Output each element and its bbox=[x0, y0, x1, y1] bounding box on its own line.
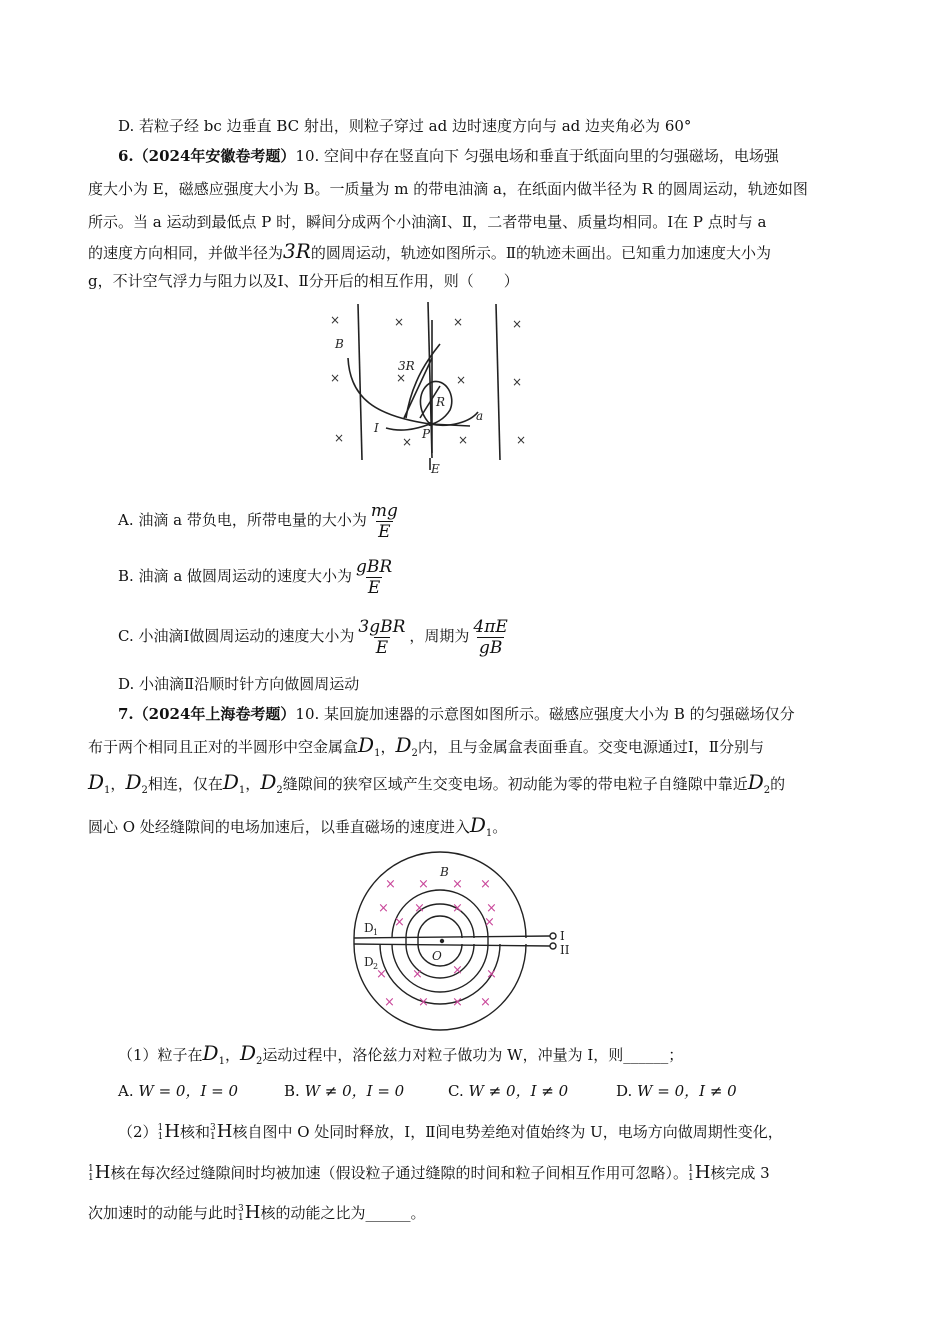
frac-gBR-over-E bbox=[354, 557, 394, 598]
frac-num: 4πE bbox=[473, 616, 508, 637]
q6-text-1: 10. 空间中存在竖直向下 匀强电场和垂直于纸面向里的匀强磁场，电场强 bbox=[295, 147, 779, 165]
q7-part-2-text-d: 核在每次经过缝隙间时均被加速（假设粒子通过缝隙的时间和粒子间相互作用可忽略）。 bbox=[110, 1164, 688, 1182]
svg-text:×: × bbox=[516, 433, 527, 447]
q7-line-1 bbox=[118, 704, 795, 724]
comma: ， bbox=[224, 1046, 240, 1064]
q7-part-2-text-b: 核和 bbox=[179, 1123, 210, 1141]
iso-1-1 bbox=[688, 1165, 694, 1183]
choice-label: B. bbox=[284, 1082, 300, 1100]
q7-part-2-text-f: 次加速时的动能与此时 bbox=[88, 1204, 239, 1222]
sub-1: 1 bbox=[485, 828, 493, 839]
choice-w: W = 0， bbox=[637, 1082, 700, 1100]
q6-option-a-text: A. 油滴 a 带负电，所带电量的大小为 bbox=[118, 511, 367, 529]
fig2-label-O: O bbox=[432, 949, 442, 963]
symbol-H: H bbox=[244, 1202, 261, 1223]
svg-text:×: × bbox=[385, 877, 396, 892]
comma: ， bbox=[245, 775, 261, 793]
svg-text:×: × bbox=[396, 371, 407, 385]
fig2-label-D1: D bbox=[364, 921, 374, 935]
q7-choice-a bbox=[118, 1081, 284, 1101]
choice-w: W ≠ 0， bbox=[304, 1082, 367, 1100]
choice-label: C. bbox=[448, 1082, 464, 1100]
symbol-H: H bbox=[216, 1121, 233, 1142]
mass-number: 3 bbox=[210, 1123, 216, 1133]
cyclotron-figure bbox=[340, 846, 580, 1036]
svg-text:×: × bbox=[452, 901, 463, 916]
frac-num: mg bbox=[370, 500, 398, 521]
svg-text:×: × bbox=[418, 995, 429, 1010]
fig2-sub-2: 2 bbox=[373, 962, 379, 971]
choice-w: W ≠ 0， bbox=[468, 1082, 531, 1100]
iso-1-1 bbox=[88, 1165, 94, 1183]
q7-choice-c bbox=[448, 1081, 616, 1101]
svg-text:×: × bbox=[418, 877, 429, 892]
math-D2: D bbox=[395, 733, 412, 757]
fig2-label-II: II bbox=[560, 943, 570, 957]
q7-source-tag: 7.（2024年上海卷考题） bbox=[118, 705, 296, 723]
choice-i: I ≠ 0 bbox=[530, 1082, 569, 1100]
q7-line-2 bbox=[88, 735, 764, 760]
q6-line-1 bbox=[118, 146, 779, 166]
choice-i: I ≠ 0 bbox=[699, 1082, 737, 1100]
frac-num: 3gBR bbox=[358, 616, 406, 637]
svg-text:×: × bbox=[480, 995, 491, 1010]
mass-number: 1 bbox=[687, 1164, 694, 1174]
atomic-number: 1 bbox=[210, 1132, 216, 1142]
math-D2: D bbox=[260, 770, 277, 794]
svg-text:×: × bbox=[453, 315, 464, 329]
iso-3-1 bbox=[238, 1205, 244, 1223]
svg-text:×: × bbox=[452, 995, 463, 1010]
choice-w: W = 0， bbox=[138, 1082, 201, 1100]
atomic-number: 1 bbox=[687, 1173, 694, 1183]
q7-text-3b: 缝隙间的狭窄区域产生交变电场。初动能为零的带电粒子自缝隙中靠近 bbox=[282, 775, 748, 793]
q6-option-c-text-2: ，周期为 bbox=[409, 627, 470, 645]
svg-text:×: × bbox=[458, 433, 469, 447]
math-D1: D bbox=[88, 770, 105, 794]
fig2-label-I: I bbox=[560, 929, 565, 943]
choice-label: D. bbox=[616, 1082, 633, 1100]
math-D1: D bbox=[469, 813, 486, 837]
atomic-number: 1 bbox=[238, 1213, 244, 1223]
sub-1: 1 bbox=[238, 785, 246, 796]
q7-text-1: 10. 某回旋加速器的示意图如图所示。磁感应强度大小为 B 的匀强磁场仅分 bbox=[295, 705, 795, 723]
sub-1: 1 bbox=[104, 785, 111, 796]
q6-text-4a: 的速度方向相同，并做半径为 bbox=[88, 244, 284, 262]
comma: ， bbox=[380, 738, 396, 756]
svg-text:×: × bbox=[484, 915, 495, 930]
q7-text-2a: 布于两个相同且正对的半圆形中空金属盒 bbox=[88, 738, 359, 756]
atomic-number: 1 bbox=[88, 1173, 94, 1183]
svg-text:×: × bbox=[330, 371, 341, 385]
svg-text:×: × bbox=[486, 901, 497, 916]
q6-option-b-text: B. 油滴 a 做圆周运动的速度大小为 bbox=[118, 567, 353, 585]
mass-number: 1 bbox=[157, 1123, 164, 1133]
sub-2: 2 bbox=[763, 785, 771, 796]
math-D1: D bbox=[202, 1041, 219, 1065]
q6-option-b bbox=[118, 556, 396, 596]
choice-i: I = 0 bbox=[200, 1082, 239, 1100]
iso-3-1 bbox=[210, 1124, 216, 1142]
comma: ， bbox=[110, 775, 126, 793]
math-3R: 3R bbox=[283, 239, 311, 263]
math-D2: D bbox=[747, 770, 764, 794]
sub-1: 1 bbox=[374, 748, 381, 759]
svg-text:×: × bbox=[394, 315, 405, 329]
q7-part-2-line-2 bbox=[88, 1163, 770, 1183]
frac-mg-over-E bbox=[369, 501, 400, 542]
q6-line-5: g，不计空气浮力与阻力以及Ⅰ、Ⅱ分开后的相互作用，则（ ） bbox=[88, 272, 519, 290]
sub-2: 2 bbox=[276, 785, 283, 796]
svg-text:×: × bbox=[412, 967, 423, 982]
fig1-label-B: B bbox=[335, 337, 344, 351]
svg-text:×: × bbox=[512, 317, 523, 331]
math-D1: D bbox=[358, 733, 375, 757]
q7-text-4: 圆心 O 处经缝隙间的电场加速后，以垂直磁场的速度进入 bbox=[88, 818, 470, 836]
q6-text-4b: 的圆周运动，轨迹如图所示。Ⅱ的轨迹未画出。已知重力加速度大小为 bbox=[310, 244, 772, 262]
q6-line-2: 度大小为 E，磁感应强度大小为 B。一质量为 m 的带电油滴 a，在纸面内做半径为 R 的圆周运动，轨迹如图 bbox=[88, 180, 808, 198]
q6-option-d: D. 小油滴Ⅱ沿顺时针方向做圆周运动 bbox=[118, 675, 360, 693]
svg-text:×: × bbox=[384, 995, 395, 1010]
fig1-label-I: I bbox=[374, 421, 379, 435]
atomic-number: 1 bbox=[157, 1132, 164, 1142]
svg-text:×: × bbox=[376, 967, 387, 982]
q7-part-2-text-a: （2） bbox=[118, 1123, 158, 1141]
q7-line-3 bbox=[88, 772, 785, 797]
frac-den: gB bbox=[478, 637, 503, 658]
period: 。 bbox=[492, 818, 508, 836]
svg-text:×: × bbox=[378, 901, 389, 916]
q7-choice-b bbox=[284, 1081, 448, 1101]
frac-4piE-over-gB bbox=[471, 617, 509, 658]
q7-part-2-line-3 bbox=[88, 1203, 425, 1223]
q7-part-2-line-1 bbox=[118, 1122, 783, 1142]
q7-choice-d bbox=[616, 1082, 737, 1100]
q7-part-1 bbox=[118, 1043, 683, 1068]
sub-2: 2 bbox=[256, 1056, 263, 1067]
q5-option-d: D. 若粒子经 bc 边垂直 BC 射出，则粒子穿过 ad 边时速度方向与 ad 边夹角必为 60° bbox=[118, 117, 692, 135]
fig2-sub-1: 1 bbox=[373, 928, 379, 937]
iso-1-1 bbox=[158, 1124, 164, 1142]
sub-2: 2 bbox=[141, 785, 148, 796]
math-D2: D bbox=[125, 770, 142, 794]
svg-text:×: × bbox=[402, 435, 413, 449]
q7-part-2-text-c: 核自图中 O 处同时释放，Ⅰ，Ⅱ间电势差绝对值始终为 U，电场方向做周期性变化， bbox=[232, 1123, 783, 1141]
fig1-label-3R: 3R bbox=[398, 359, 415, 373]
choice-label: A. bbox=[118, 1082, 134, 1100]
symbol-H: H bbox=[94, 1162, 111, 1183]
symbol-H: H bbox=[694, 1162, 711, 1183]
sub-2: 2 bbox=[411, 748, 418, 759]
q7-part-1-text-b: 运动过程中，洛伦兹力对粒子做功为 W，冲量为 I，则______； bbox=[262, 1046, 684, 1064]
q6-option-c bbox=[118, 616, 512, 656]
mass-number: 1 bbox=[88, 1164, 94, 1174]
q7-text-3c: 的 bbox=[770, 775, 786, 793]
frac-den: E bbox=[378, 521, 391, 542]
q6-option-c-text: C. 小油滴Ⅰ做圆周运动的速度大小为 bbox=[118, 627, 355, 645]
sub-1: 1 bbox=[218, 1056, 225, 1067]
fig1-label-P: P bbox=[422, 427, 431, 441]
symbol-H: H bbox=[164, 1121, 180, 1142]
choice-i: I = 0 bbox=[366, 1082, 405, 1100]
svg-text:×: × bbox=[456, 373, 467, 387]
fig1-label-E: E bbox=[431, 462, 440, 476]
frac-den: E bbox=[367, 577, 381, 598]
frac-3gBR-over-E bbox=[356, 617, 407, 658]
mass-number: 3 bbox=[238, 1204, 244, 1214]
q6-source-tag: 6.（2024年安徽卷考题） bbox=[118, 147, 296, 165]
frac-den: E bbox=[375, 637, 389, 658]
svg-text:×: × bbox=[394, 915, 405, 930]
svg-text:×: × bbox=[452, 963, 463, 978]
q7-part-2-text-e: 核完成 3 bbox=[710, 1164, 770, 1182]
svg-text:×: × bbox=[512, 375, 523, 389]
q7-part-2-text-g: 核的动能之比为______。 bbox=[260, 1204, 426, 1222]
frac-num: gBR bbox=[356, 556, 393, 577]
math-D1: D bbox=[222, 770, 239, 794]
q6-line-4 bbox=[88, 241, 771, 263]
svg-text:×: × bbox=[486, 967, 497, 982]
fig1-label-a: a bbox=[476, 409, 484, 423]
q7-text-3a: 相连，仅在 bbox=[147, 775, 223, 793]
q7-text-2b: 内，且与金属盒表面垂直。交变电源通过Ⅰ，Ⅱ分别与 bbox=[417, 738, 764, 756]
q7-choices bbox=[118, 1081, 737, 1101]
q6-line-3: 所示。当 a 运动到最低点 P 时，瞬间分成两个小油滴Ⅰ、Ⅱ，二者带电量、质量均相同。Ⅰ在 P 点时与 a bbox=[88, 213, 767, 231]
fig2-label-B: B bbox=[440, 865, 449, 879]
svg-text:×: × bbox=[330, 313, 341, 327]
fig1-label-R: R bbox=[436, 395, 446, 409]
svg-text:×: × bbox=[414, 901, 425, 916]
fig2-label-D2: D bbox=[364, 955, 374, 969]
svg-text:×: × bbox=[334, 431, 345, 445]
svg-text:×: × bbox=[480, 877, 491, 892]
q7-part-1-text-a: （1）粒子在 bbox=[118, 1046, 203, 1064]
q7-line-4 bbox=[88, 815, 507, 840]
q6-option-a bbox=[118, 500, 402, 540]
svg-text:×: × bbox=[452, 877, 463, 892]
droplet-field-figure bbox=[320, 298, 542, 476]
math-D2: D bbox=[239, 1041, 257, 1065]
